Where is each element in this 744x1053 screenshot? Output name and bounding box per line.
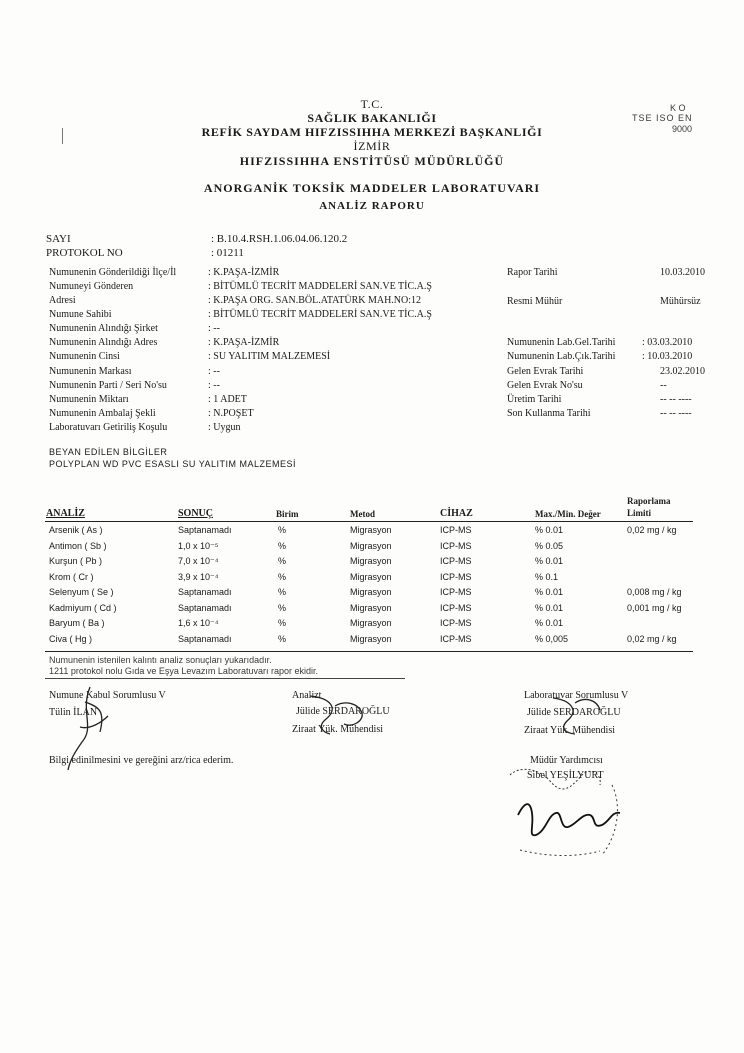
protokol-value: : 01211 <box>211 247 244 259</box>
cell-birim: % <box>278 633 287 644</box>
left-field-value: : K.PAŞA ORG. SAN.BÖL.ATATÜRK MAH.NO:12 <box>208 295 422 306</box>
header-maxmin: Max./Min. Değer <box>535 509 601 519</box>
mid-sig-title: Analizt <box>292 690 322 701</box>
cell-maxmin: % 0.01 <box>535 602 564 613</box>
left-field-value: : Uygun <box>208 422 241 433</box>
left-field-label: Numunenin Alındığı Şirket <box>49 323 158 334</box>
cell-limit: 0,02 mg / kg <box>627 633 677 644</box>
left-sig-name: Tülin İLAN <box>49 707 98 718</box>
header-cihaz: CİHAZ <box>440 508 473 519</box>
cell-metod: Migrasyon <box>350 587 392 597</box>
header-city: İZMİR <box>353 139 391 153</box>
right-field-label: Gelen Evrak Tarihi <box>507 366 584 377</box>
cell-analiz: Selenyum ( Se ) <box>49 587 114 597</box>
header-metod: Metod <box>350 509 375 519</box>
cell-cihaz: ICP-MS <box>440 556 472 566</box>
cell-cihaz: ICP-MS <box>440 571 472 582</box>
cell-birim: % <box>278 587 287 597</box>
rapor-tarihi-label: Rapor Tarihi <box>507 267 558 278</box>
margin-mark <box>62 128 67 144</box>
cell-metod: Migrasyon <box>350 618 392 628</box>
header-institute: REFİK SAYDAM HIFZISSIHHA MERKEZİ BAŞKANLIĞI <box>201 125 543 139</box>
cell-limit: 0,001 mg / kg <box>627 602 682 613</box>
table-bottom-rule <box>45 651 693 652</box>
header-limit-line1: Raporlama <box>627 496 671 506</box>
right-field-value: -- -- ---- <box>660 394 692 405</box>
mid-sig-name: Jülide SERDAROĞLU <box>296 706 390 717</box>
table-header-rule <box>45 521 693 522</box>
left-sig-title: Numune Kabul Sorumlusu V <box>49 690 166 701</box>
header-analiz: ANALİZ <box>46 508 85 519</box>
cell-analiz: Baryum ( Ba ) <box>49 618 105 628</box>
note-2: 1211 protokol nolu Gıda ve Eşya Levazım Laboratuvarı rapor ekidir. <box>49 666 318 676</box>
right-field-label: Numunenin Lab.Gel.Tarihi <box>507 337 616 348</box>
cell-limit: 0,008 mg / kg <box>627 587 682 597</box>
right-field-label: Üretim Tarihi <box>507 394 562 405</box>
mid-signature-image <box>300 688 370 738</box>
left-field-value: : SU YALITIM MALZEMESİ <box>208 351 331 362</box>
left-field-label: Numunenin Alındığı Adres <box>49 337 158 348</box>
notes-rule <box>45 678 405 679</box>
left-field-value: : -- <box>208 323 220 334</box>
left-field-value: : K.PAŞA-İZMİR <box>208 337 280 348</box>
left-field-label: Numunenin Gönderildiği İlçe/İl <box>49 267 177 278</box>
cell-maxmin: % 0,005 <box>535 633 569 644</box>
cell-analiz: Arsenik ( As ) <box>49 525 103 535</box>
right-field-value: -- -- ---- <box>660 408 692 419</box>
cell-analiz: Antimon ( Sb ) <box>49 540 107 551</box>
right-sig-title: Laboratuvar Sorumlusu V <box>524 690 629 701</box>
left-field-label: Numune Sahibi <box>49 309 112 320</box>
cell-birim: % <box>278 556 287 566</box>
note-1: Numunenin istenilen kalıntı analiz sonuçları yukarıdadır. <box>49 655 272 665</box>
header-birim: Birim <box>276 509 299 519</box>
left-field-value: : -- <box>208 380 220 391</box>
cell-metod: Migrasyon <box>350 571 392 582</box>
resmi-muhur-value: Mühürsüz <box>660 296 701 307</box>
cell-cihaz: ICP-MS <box>440 618 472 628</box>
left-field-label: Numunenin Parti / Seri No'su <box>49 380 167 391</box>
cell-maxmin: % 0.1 <box>535 571 559 582</box>
cell-metod: Migrasyon <box>350 540 392 551</box>
left-field-value: : N.POŞET <box>208 408 254 419</box>
cell-sonuc: 1,6 x 10⁻⁴ <box>178 618 219 628</box>
right-field-label: Son Kullanma Tarihi <box>507 408 591 419</box>
cell-cihaz: ICP-MS <box>440 602 472 613</box>
cell-sonuc: Saptanamadı <box>178 525 232 535</box>
cell-metod: Migrasyon <box>350 633 392 644</box>
right-field-value: : 03.03.2010 <box>642 337 693 348</box>
right-field-value: -- <box>660 380 667 391</box>
cell-analiz: Kadmiyum ( Cd ) <box>49 602 117 613</box>
cell-birim: % <box>278 540 287 551</box>
cell-maxmin: % 0.01 <box>535 587 564 597</box>
cell-birim: % <box>278 571 287 582</box>
cell-analiz: Civa ( Hg ) <box>49 633 93 644</box>
cell-maxmin: % 0.01 <box>535 525 564 535</box>
info-line: Bilgi edinilmesini ve gereğini arz/rica ederim. <box>49 755 234 766</box>
cell-sonuc: 1,0 x 10⁻⁵ <box>178 540 219 551</box>
cell-metod: Migrasyon <box>350 602 392 613</box>
left-field-label: Numunenin Cinsi <box>49 351 120 362</box>
right-sig-name: Jülide SERDAROĞLU <box>527 707 621 718</box>
cell-maxmin: % 0.01 <box>535 618 564 628</box>
report-title: ANALİZ RAPORU <box>319 200 425 212</box>
declared-title: BEYAN EDİLEN BİLGİLER <box>49 447 168 457</box>
left-field-label: Numunenin Ambalaj Şekli <box>49 408 156 419</box>
cell-maxmin: % 0.05 <box>535 540 564 551</box>
rapor-tarihi-value: 10.03.2010 <box>660 267 705 278</box>
right-field-value: : 10.03.2010 <box>642 351 693 362</box>
cell-sonuc: Saptanamadı <box>178 633 232 644</box>
cell-cihaz: ICP-MS <box>440 540 472 551</box>
stamp-line2: TSE ISO EN <box>632 113 693 123</box>
left-signature-image <box>60 682 120 772</box>
left-field-value: : BİTÜMLÜ TECRİT MADDELERİ SAN.VE TİC.A.Ş <box>208 281 432 292</box>
cell-birim: % <box>278 618 287 628</box>
header-lab: ANORGANİK TOKSİK MADDELER LABORATUVARI <box>203 181 541 195</box>
cell-birim: % <box>278 525 287 535</box>
mid-sig-role: Ziraat Yük. Mühendisi <box>292 724 384 735</box>
right-signature-image <box>545 688 605 738</box>
header-directorate: HIFZISSIHHA ENSTİTÜSÜ MÜDÜRLÜĞÜ <box>239 154 505 168</box>
cell-maxmin: % 0.01 <box>535 556 564 566</box>
right-field-value: 23.02.2010 <box>660 366 705 377</box>
cell-birim: % <box>278 602 287 613</box>
cell-analiz: Kurşun ( Pb ) <box>49 556 103 566</box>
sayi-label: SAYI <box>46 233 71 245</box>
header-sonuc: SONUÇ <box>178 508 214 519</box>
cell-sonuc: 7,0 x 10⁻⁴ <box>178 556 219 566</box>
right-sig-role: Ziraat Yük. Mühendisi <box>524 725 616 736</box>
cell-sonuc: Saptanamadı <box>178 587 232 597</box>
cell-analiz: Krom ( Cr ) <box>49 571 94 582</box>
protokol-label: PROTOKOL NO <box>46 247 123 259</box>
stamp-line3: 9000 <box>672 124 693 134</box>
sayi-value: : B.10.4.RSH.1.06.04.06.120.2 <box>211 233 348 245</box>
left-field-label: Adresi <box>49 295 76 306</box>
cell-metod: Migrasyon <box>350 556 392 566</box>
left-field-label: Numunenin Miktarı <box>49 394 129 405</box>
left-field-value: : BİTÜMLÜ TECRİT MADDELERİ SAN.VE TİC.A.Ş <box>208 309 432 320</box>
left-field-value: : K.PAŞA-İZMİR <box>208 267 280 278</box>
left-field-label: Numunenin Markası <box>49 366 132 377</box>
resmi-muhur-label: Resmi Mühür <box>507 296 563 307</box>
right-field-label: Numunenin Lab.Çık.Tarihi <box>507 351 616 362</box>
director-title: Müdür Yardımcısı <box>530 755 603 766</box>
stamp-line1: K O <box>670 103 686 113</box>
cell-cihaz: ICP-MS <box>440 525 472 535</box>
header-ministry: SAĞLIK BAKANLIĞI <box>307 111 437 125</box>
cell-sonuc: Saptanamadı <box>178 602 232 613</box>
cell-metod: Migrasyon <box>350 525 392 535</box>
cell-limit: 0,02 mg / kg <box>627 525 677 535</box>
director-signature-image <box>490 755 640 875</box>
left-field-value: : -- <box>208 366 220 377</box>
left-field-value: : 1 ADET <box>208 394 247 405</box>
left-field-label: Numuneyi Gönderen <box>49 281 134 292</box>
right-field-label: Gelen Evrak No'su <box>507 380 583 391</box>
header-tc: T.C. <box>360 97 384 111</box>
left-field-label: Laboratuvarı Getiriliş Koşulu <box>49 422 168 433</box>
header-limit-line2: Limiti <box>627 508 651 518</box>
director-name: Sibel YEŞİLYURT <box>527 770 604 781</box>
cell-cihaz: ICP-MS <box>440 633 472 644</box>
declared-text: POLYPLAN WD PVC ESASLI SU YALITIM MALZEMESİ <box>49 459 297 469</box>
cell-cihaz: ICP-MS <box>440 587 472 597</box>
cell-sonuc: 3,9 x 10⁻⁴ <box>178 571 219 582</box>
